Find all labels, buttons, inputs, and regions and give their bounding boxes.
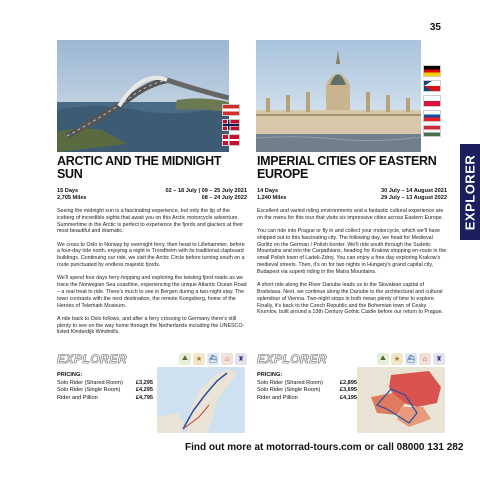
left-paragraph-2: We cross to Oslo in Norway by overnight ferry, then head to Lillehammer, before a four-day ride north, enjoying a night in Trondheim with its traditional clapboard buildings. Continuing our ride, we visit the Arctic Circle before turning south on a route punctuated by endless majestic fjords. (57, 241, 245, 269)
left-tour-days: 15 Days (57, 188, 79, 194)
left-explorer-row (57, 352, 247, 366)
price-value: £3,695 (339, 387, 357, 393)
price-value: £4,195 (339, 394, 357, 401)
side-tab-label: EXPLORER (462, 154, 478, 230)
left-paragraph-1: Seeing the midnight sun is a fascinating experience, but only the tip of the iceberg of incredible sights that await you on this Arctic motorcycle adventure. Summertime in the Arctic is perfect to experience the fjords and glaciers at their most beautiful and dramatic. (57, 208, 244, 235)
czech-flag (423, 80, 441, 92)
left-pricing-header: PRICING: (57, 372, 83, 378)
parliament-image (256, 40, 421, 152)
atlantic-road-photo (57, 40, 229, 152)
hotel-icon: ★ (391, 353, 403, 365)
price-value: £4,795 (135, 394, 153, 401)
right-price-row (257, 387, 357, 395)
left-tour-dates-2022: 08 – 24 July 2022 (201, 195, 247, 201)
price-value: £2,895 (339, 379, 357, 386)
budapest-parliament-photo (256, 40, 421, 152)
road-icon: ⛰ (179, 353, 191, 365)
ferry-icon: ⛴ (405, 353, 417, 365)
right-tour-dates: 30 July – 14 August 2021 (380, 188, 447, 194)
culture-icon: ♜ (433, 353, 445, 365)
left-paragraph-4: A ride back to Oslo follows, and after a ferry crossing to Germany there's still plenty to see on the way home through the Netherlands including the UNESCO-listed Kinderdijk Windmills. (57, 315, 245, 336)
right-tour-column (257, 155, 447, 323)
right-route-map (357, 367, 445, 433)
left-tour-dates: 02 – 18 July | 09 – 25 July 2021 (165, 188, 247, 194)
right-tour-icons (377, 353, 445, 365)
poland-flag (423, 95, 441, 107)
right-tour-title: IMPERIAL CITIES OF EASTERN EUROPE (257, 154, 437, 181)
ferry-icon: ⛴ (207, 353, 219, 365)
right-explorer-logo: EXPLORER (257, 352, 328, 366)
left-pricing (57, 372, 153, 402)
right-flags (423, 65, 441, 137)
slovakia-flag (423, 110, 441, 122)
atlantic-road-image (57, 40, 229, 152)
sightseeing-icon: ⌂ (419, 353, 431, 365)
left-price-row (57, 395, 153, 403)
culture-icon: ♜ (235, 353, 247, 365)
right-paragraph-3: A short ride along the River Danube leads us to the Slovakian capital of Bratislava. Next, we continue along the Danube to the architectural and cultural splendour of Vienna. Two-night stops in both mean plenty of time to explore. Finally, it's back to the Czech Republic and the Bohemian town of Cesky Krumlov, built around a 13th Century Gothic Castle before our return to Prague. (257, 282, 443, 316)
germany-flag (423, 65, 441, 77)
left-tour-miles: 2,705 Miles (57, 195, 87, 201)
left-paragraph-3: We'll spend four days ferry-hopping and exploring the twisting fjord roads as we trace the Norwegian Sea coastline, experiencing the unique Atlantic Ocean Road – a real treat to ride. There's much to see in Bergen during a two-night stay. The town contrasts with the next destination, the remote Kongsberg, home of the Heroes of Telemark Museum. (57, 275, 247, 309)
hungary-flag (423, 125, 441, 137)
price-label: Rider and Pillion (257, 394, 298, 401)
right-price-row (257, 380, 357, 388)
price-label: Solo Rider (Shared Room) (57, 379, 123, 386)
right-tour-description (257, 208, 447, 316)
right-pricing (257, 372, 357, 402)
right-pricing-header: PRICING: (257, 372, 283, 378)
right-tour-meta (257, 188, 447, 201)
scandinavia-map (157, 367, 245, 433)
left-tour-icons (179, 353, 247, 365)
left-explorer-logo: EXPLORER (57, 352, 128, 366)
page-number: 35 (429, 22, 441, 33)
left-price-row (57, 387, 153, 395)
left-price-row (57, 380, 153, 388)
price-label: Solo Rider (Shared Room) (257, 379, 323, 386)
eastern-europe-map (357, 367, 445, 433)
right-tour-days: 14 Days (257, 188, 279, 194)
left-tour-title: ARCTIC AND THE MIDNIGHT SUN (57, 154, 222, 181)
right-explorer-row (257, 352, 445, 366)
norway-flag (222, 119, 240, 131)
price-label: Rider and Pillion (57, 394, 98, 401)
right-tour-miles: 1,240 Miles (257, 195, 287, 201)
hotel-icon: ★ (193, 353, 205, 365)
left-flags (222, 104, 240, 146)
left-tour-meta (57, 188, 247, 201)
right-paragraph-1: Excellent and varied riding environments and a fantastic cultural experience are on the menu for this tour that visits six impressive cities across Eastern Europe. (257, 208, 444, 221)
left-route-map (157, 367, 245, 433)
road-icon: ⛰ (377, 353, 389, 365)
price-value: £4,295 (135, 387, 153, 393)
left-tour-column (57, 155, 247, 343)
right-paragraph-2: You can ride into Prague or fly in and collect your motorcycle, which we'll have shipped out to this fascinating city. The following day, we head for Medieval Gorlitz on the German / Polish border. We'll ride south through the Sudetic Mountains and into the Carpathians, heading for Krakow stopping en-route in the small Polish town of Ladek-Zdroj. You can enjoy a free day exploring Krakow's medieval streets. Then, it's on for two nights in Hungary's grand capital city, Budapest via superb riding in the Matra Mountains. (257, 228, 447, 275)
denmark-flag (222, 134, 240, 146)
sightseeing-icon: ⌂ (221, 353, 233, 365)
footer-contact: Find out more at motorrad-tours.com or call 08000 131 282 (185, 442, 464, 453)
price-value: £3,295 (135, 379, 153, 386)
section-side-tab (460, 144, 480, 240)
right-tour-dates-2022: 29 July – 13 August 2022 (380, 195, 447, 201)
price-label: Solo Rider (Single Room) (57, 387, 121, 393)
left-tour-description (57, 208, 247, 336)
right-price-row (257, 395, 357, 403)
price-label: Solo Rider (Single Room) (257, 387, 321, 393)
austria-flag (222, 104, 240, 116)
